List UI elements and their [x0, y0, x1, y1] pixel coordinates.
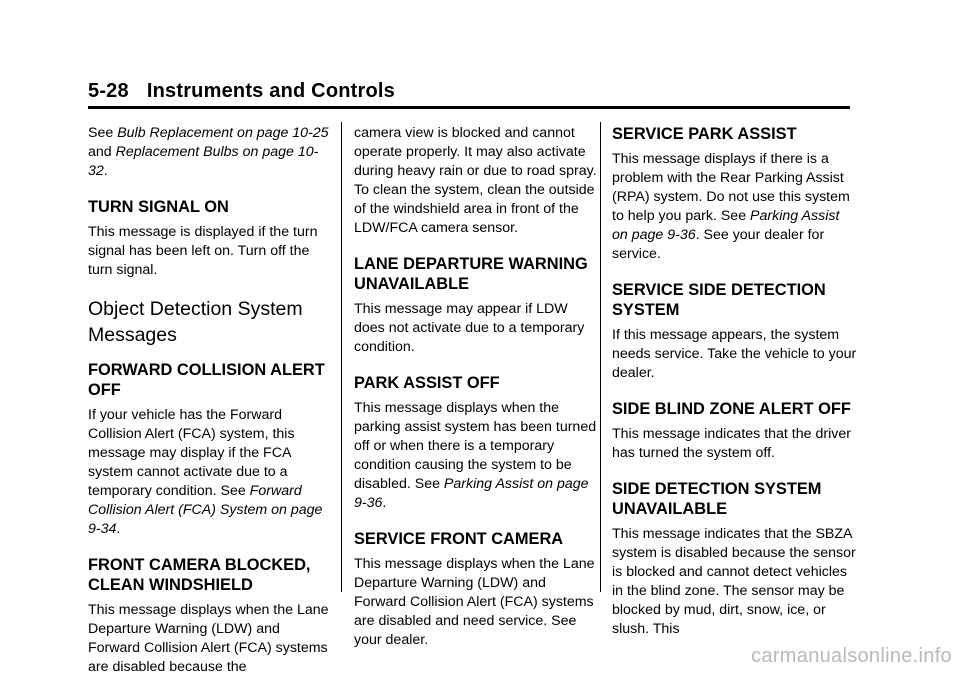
- link-parking-assist[interactable]: Parking Assist on page 9-36: [354, 476, 589, 511]
- link-parking-assist-2[interactable]: Parking Assist on page 9-36: [612, 208, 840, 243]
- text-ldw-unavailable: This message may appear if LDW does not activate due to a temporary condition.: [354, 301, 585, 355]
- see-references: See Bulb Replacement on page 10-25 and Replacement Bulbs on page 10-32.: [88, 125, 329, 179]
- column-divider-2: [600, 122, 601, 592]
- text-service-side-detection: If this message appears, the system needs service. Take the vehicle to your dealer.: [612, 327, 857, 381]
- column-1: [88, 124, 334, 693]
- link-bulb-replacement[interactable]: Bulb Replacement on page 10-25: [117, 125, 329, 141]
- text-front-camera-blocked-cont: camera view is blocked and cannot operate properly. It may also activate during heavy rain or due to road spray. To clean the system, clean the outside of the windshield area in front of the LDW/FCA camera sensor.: [354, 125, 597, 236]
- text-park-assist-off: This message displays when the parking assist system has been turned off or when there is a temporary condition causing the system to be disabled. See Parking Assist on page 9-36.: [354, 400, 597, 511]
- section-title: Instruments and Controls: [146, 80, 395, 102]
- heading-service-side-detection: SERVICE SIDE DETECTION SYSTEM: [612, 281, 826, 319]
- heading-park-assist-off: PARK ASSIST OFF: [354, 374, 500, 392]
- text-fca-off: If your vehicle has the Forward Collision Alert (FCA) system, this message may display if the FCA system cannot activate due to a temporary condition. See Forward Collision Alert (FCA) System on page 9-34.: [88, 407, 323, 537]
- heading-side-blind-zone-off: SIDE BLIND ZONE ALERT OFF: [612, 400, 851, 418]
- heading-ldw-unavailable: LANE DEPARTURE WARNING UNAVAILABLE: [354, 255, 588, 293]
- text-front-camera-blocked: This message displays when the Lane Departure Warning (LDW) and Forward Collision Alert (FCA) systems are disabled because the: [88, 602, 329, 675]
- text-service-front-camera: This message displays when the Lane Departure Warning (LDW) and Forward Collision Alert (FCA) systems are disabled and need service. See your dealer.: [354, 556, 595, 648]
- column-3: [612, 124, 858, 655]
- heading-front-camera-blocked: FRONT CAMERA BLOCKED, CLEAN WINDSHIELD: [88, 556, 311, 594]
- section-heading-object-detection: Object Detection System Messages: [88, 298, 303, 346]
- text-service-park-assist: This message displays if there is a problem with the Rear Parking Assist (RPA) system. Do not use this system to help you park. See Parking Assist on page 9-36. See your dealer for service.: [612, 151, 850, 262]
- heading-service-front-camera: SERVICE FRONT CAMERA: [354, 530, 564, 548]
- text-side-blind-zone-off: This message indicates that the driver has turned the system off.: [612, 426, 851, 461]
- page-header: [88, 80, 395, 103]
- column-2: [354, 124, 600, 666]
- link-fca-system[interactable]: Forward Collision Alert (FCA) System on page 9-34: [88, 483, 323, 537]
- text-side-detection-unavailable: This message indicates that the SBZA system is disabled because the sensor is blocked and cannot detect vehicles in the blind zone. The sensor may be blocked by mud, dirt, snow, ice, or slush. This: [612, 526, 856, 637]
- page-number: 5-28: [88, 80, 129, 102]
- heading-side-detection-unavailable: SIDE DETECTION SYSTEM UNAVAILABLE: [612, 480, 822, 518]
- heading-fca-off: FORWARD COLLISION ALERT OFF: [88, 361, 325, 399]
- text-turn-signal-on: This message is displayed if the turn signal has been left on. Turn off the turn signal.: [88, 224, 318, 278]
- heading-service-park-assist: SERVICE PARK ASSIST: [612, 125, 797, 143]
- heading-turn-signal-on: TURN SIGNAL ON: [88, 198, 229, 216]
- column-divider-1: [341, 122, 342, 592]
- watermark: carmanualsonline.info: [751, 645, 952, 667]
- link-replacement-bulbs[interactable]: Replacement Bulbs on page 10-32: [88, 144, 319, 179]
- header-rule: [88, 106, 850, 109]
